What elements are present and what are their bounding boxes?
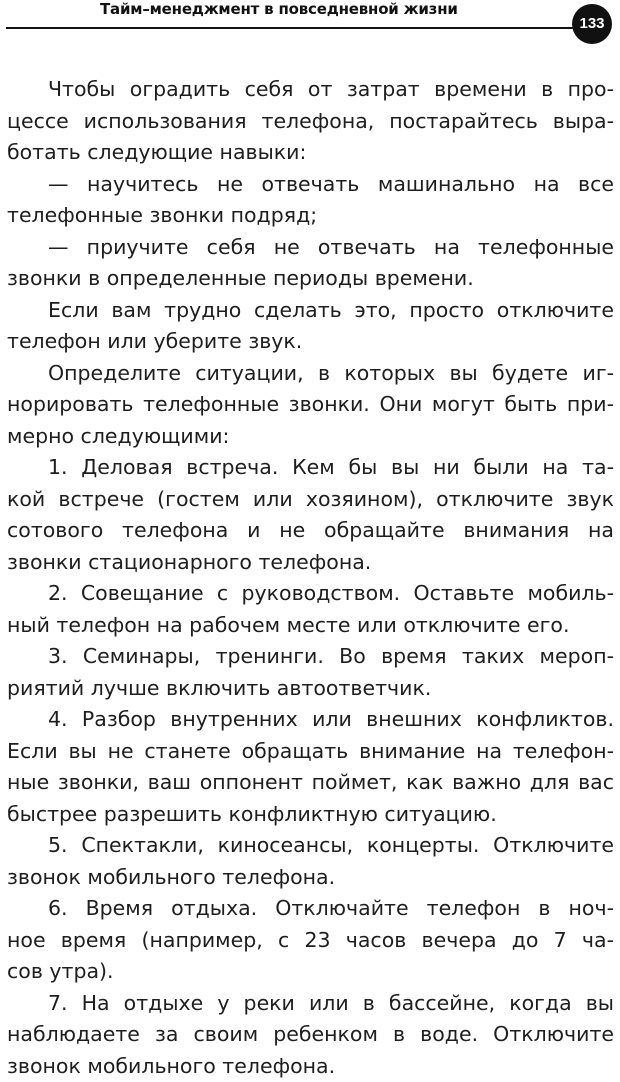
text-line: сотового телефона и не обращайте внимания на xyxy=(7,518,614,542)
paragraph xyxy=(7,704,614,830)
text-line: 3. Семинары, тренинги. Во время таких мероп- xyxy=(48,644,614,668)
paragraph xyxy=(7,830,614,893)
text-line: ное время (например, с 23 часов вечера до 7 ча- xyxy=(7,927,614,952)
text-line: ботать следующие навыки: xyxy=(7,140,307,164)
text-line: риятий лучше включить автоответчик. xyxy=(7,675,432,700)
text-line: Чтобы оградить себя от затрат времени в про- xyxy=(48,77,614,101)
paragraph xyxy=(7,295,614,358)
text-line: 6. Время отдыха. Отключайте телефон в ноч- xyxy=(48,896,614,920)
text-line: 1. Деловая встреча. Кем бы вы ни были на та- xyxy=(48,455,614,479)
paragraph xyxy=(7,169,614,232)
text-line: 7. На отдыхе у реки или в бассейне, когда вы xyxy=(48,990,614,1015)
text-line: сов утра). xyxy=(7,959,114,983)
text-line: цессе использования телефона, постарайтесь выра- xyxy=(7,108,614,133)
text-line: Определите ситуации, в которых вы будете иг- xyxy=(48,360,614,385)
text-line: телефонные звонки подряд; xyxy=(7,203,318,227)
running-head xyxy=(0,0,620,40)
text-line: Если вам трудно сделать это, просто отключите xyxy=(48,297,614,322)
body-text xyxy=(7,74,614,1082)
text-line: — научитесь не отвечать машинально на все xyxy=(48,171,614,196)
text-line: кой встрече (гостем или хозяином), отключите звук xyxy=(7,486,614,511)
text-line: телефон или уберите звук. xyxy=(7,329,303,353)
paragraph xyxy=(7,988,614,1082)
text-line: 5. Спектакли, киносеансы, концерты. Отключите xyxy=(48,833,614,857)
paragraph xyxy=(7,358,614,453)
text-line: быстрее разрешить конфликтную ситуацию. xyxy=(7,801,497,826)
paragraph xyxy=(7,232,614,295)
text-line: звонок мобильного телефона. xyxy=(7,864,336,889)
text-line: звонки в определенные периоды времени. xyxy=(7,266,474,290)
text-line: 2. Совещание с руководством. Оставьте мобиль- xyxy=(48,581,614,605)
text-line: звонок мобильного телефона. xyxy=(7,1053,336,1078)
text-line: 4. Разбор внутренних или внешних конфликтов. xyxy=(48,707,614,731)
running-title: Тайм–менеджмент в повседневной жизни xyxy=(100,0,458,18)
paragraph xyxy=(7,452,614,578)
text-line: звонки стационарного телефона. xyxy=(7,549,372,574)
text-line: ный телефон на рабочем месте или отключите его. xyxy=(7,612,570,637)
text-line: ные звонки, ваш оппонент поймет, как важно для вас xyxy=(7,770,614,794)
page-number: 133 xyxy=(572,4,612,44)
text-line: — приучите себя не отвечать на телефонные xyxy=(48,234,614,259)
paragraph xyxy=(7,641,614,704)
paragraph xyxy=(7,74,614,169)
paragraph xyxy=(7,893,614,988)
header-rule xyxy=(6,27,576,29)
text-line: Если вы не станете обращать внимание на телефон- xyxy=(7,738,614,763)
text-line: наблюдаете за своим ребенком в воде. Отключите xyxy=(7,1022,614,1046)
text-line: мерно следующими: xyxy=(7,423,230,448)
text-line: норировать телефонные звонки. Они могут быть при- xyxy=(7,392,614,416)
paragraph xyxy=(7,578,614,641)
